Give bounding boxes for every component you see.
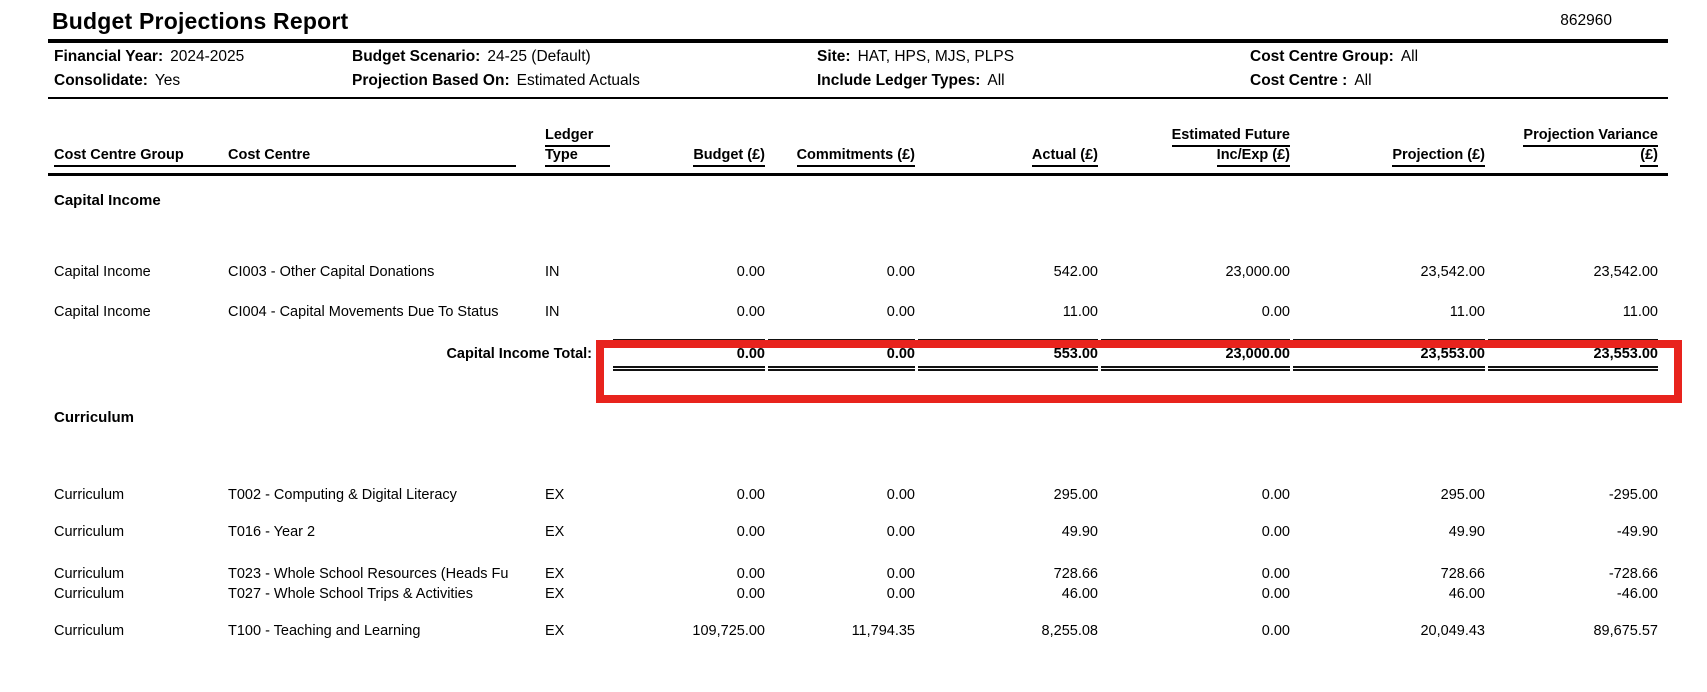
cell-budget: 0.00 bbox=[736, 566, 765, 582]
cell-cost-centre: T002 - Computing & Digital Literacy bbox=[228, 487, 457, 503]
cell-budget: 0.00 bbox=[736, 524, 765, 540]
site-value: HAT, HPS, MJS, PLPS bbox=[857, 48, 1015, 65]
financial-year-value: 2024-2025 bbox=[170, 48, 245, 65]
include-ledger-types-label: Include Ledger Types: bbox=[817, 72, 981, 89]
section-title-capital-income: Capital Income bbox=[54, 192, 161, 209]
financial-year-field bbox=[54, 45, 352, 69]
cell-commitments: 0.00 bbox=[886, 524, 915, 540]
cell-cost-centre: T016 - Year 2 bbox=[228, 524, 316, 540]
cell-projection: 46.00 bbox=[1448, 586, 1485, 602]
budget-scenario-field bbox=[352, 45, 817, 69]
table-header-row bbox=[54, 121, 1707, 167]
cell-actual: 542.00 bbox=[1053, 264, 1098, 280]
total-estimated-future: 23,000.00 bbox=[1101, 339, 1290, 371]
total-actual: 553.00 bbox=[918, 339, 1098, 371]
table-row bbox=[54, 565, 1707, 583]
cell-ledger-type: IN bbox=[545, 304, 560, 320]
report-parameters bbox=[54, 45, 1707, 93]
report-number: 862960 bbox=[1560, 12, 1612, 29]
cell-budget: 0.00 bbox=[736, 304, 765, 320]
cell-budget: 0.00 bbox=[736, 487, 765, 503]
total-budget: 0.00 bbox=[613, 339, 765, 371]
cell-projection: 295.00 bbox=[1440, 487, 1485, 503]
cell-actual: 295.00 bbox=[1053, 487, 1098, 503]
cell-budget: 109,725.00 bbox=[692, 623, 765, 639]
table-header-rule bbox=[48, 173, 1668, 176]
cell-cost-centre-group: Curriculum bbox=[54, 623, 125, 639]
cost-centre-label: Cost Centre : bbox=[1250, 72, 1348, 89]
table-row bbox=[54, 523, 1707, 541]
header-actual bbox=[915, 121, 1098, 167]
cell-estimated-future: 0.00 bbox=[1261, 623, 1290, 639]
cell-cost-centre: T100 - Teaching and Learning bbox=[228, 623, 421, 639]
cell-cost-centre: T027 - Whole School Trips & Activities bbox=[228, 586, 473, 602]
cell-cost-centre: CI004 - Capital Movements Due To Status bbox=[228, 304, 499, 320]
cell-actual: 728.66 bbox=[1053, 566, 1098, 582]
cell-estimated-future: 23,000.00 bbox=[1225, 264, 1290, 280]
cell-commitments: 0.00 bbox=[886, 304, 915, 320]
site-field bbox=[817, 45, 1250, 69]
total-label: Capital Income Total: bbox=[446, 346, 592, 362]
cost-centre-group-field bbox=[1250, 45, 1620, 69]
page-title: Budget Projections Report bbox=[52, 8, 349, 34]
cell-projection-variance: -46.00 bbox=[1616, 586, 1658, 602]
title-rule bbox=[48, 39, 1668, 43]
cost-centre-group-label: Cost Centre Group: bbox=[1250, 48, 1394, 65]
cell-ledger-type: EX bbox=[545, 487, 565, 503]
cell-ledger-type: EX bbox=[545, 566, 565, 582]
consolidate-value: Yes bbox=[154, 72, 181, 89]
header-label: (£) bbox=[1640, 147, 1658, 167]
cost-centre-value: All bbox=[1354, 72, 1372, 89]
cell-estimated-future: 0.00 bbox=[1261, 586, 1290, 602]
consolidate-label: Consolidate: bbox=[54, 72, 148, 89]
cell-estimated-future: 0.00 bbox=[1261, 487, 1290, 503]
table-row bbox=[54, 303, 1707, 321]
cell-ledger-type: EX bbox=[545, 623, 565, 639]
header-label: Inc/Exp (£) bbox=[1217, 147, 1290, 167]
cost-centre-field bbox=[1250, 69, 1620, 93]
header-label: Commitments (£) bbox=[797, 147, 915, 167]
header-label: Type bbox=[545, 147, 610, 167]
cell-cost-centre-group: Curriculum bbox=[54, 586, 125, 602]
cell-commitments: 0.00 bbox=[886, 487, 915, 503]
budget-scenario-label: Budget Scenario: bbox=[352, 48, 481, 65]
cell-cost-centre-group: Curriculum bbox=[54, 487, 125, 503]
cell-projection-variance: -728.66 bbox=[1608, 566, 1658, 582]
total-projection-variance: 23,553.00 bbox=[1488, 339, 1658, 371]
cell-cost-centre-group: Capital Income bbox=[54, 304, 151, 320]
projection-based-on-label: Projection Based On: bbox=[352, 72, 510, 89]
cell-estimated-future: 0.00 bbox=[1261, 524, 1290, 540]
header-ledger-type bbox=[528, 121, 610, 167]
projection-based-on-value: Estimated Actuals bbox=[516, 72, 640, 89]
section-total-row bbox=[54, 339, 1707, 371]
total-commitments: 0.00 bbox=[768, 339, 915, 371]
header-label: Projection (£) bbox=[1392, 147, 1485, 167]
header-label: Budget (£) bbox=[693, 147, 765, 167]
cell-budget: 0.00 bbox=[736, 264, 765, 280]
header-label: Actual (£) bbox=[1032, 147, 1098, 167]
cell-actual: 11.00 bbox=[1062, 304, 1098, 320]
cell-commitments: 0.00 bbox=[886, 586, 915, 602]
cell-ledger-type: EX bbox=[545, 586, 565, 602]
header-budget bbox=[610, 121, 765, 167]
table-row bbox=[54, 263, 1707, 281]
cell-projection-variance: 11.00 bbox=[1622, 304, 1658, 320]
cell-cost-centre: T023 - Whole School Resources (Heads Fu bbox=[228, 566, 509, 582]
header-cost-centre-group bbox=[54, 121, 228, 167]
meta-row-2 bbox=[54, 69, 1707, 93]
projection-based-on-field bbox=[352, 69, 817, 93]
cell-projection-variance: -295.00 bbox=[1608, 487, 1658, 503]
cell-estimated-future: 0.00 bbox=[1261, 304, 1290, 320]
cell-actual: 49.90 bbox=[1061, 524, 1098, 540]
cell-actual: 8,255.08 bbox=[1041, 623, 1098, 639]
header-label: Cost Centre Group bbox=[54, 147, 228, 167]
consolidate-field bbox=[54, 69, 352, 93]
meta-rule bbox=[48, 97, 1668, 99]
header-estimated-future bbox=[1098, 121, 1290, 167]
include-ledger-types-field bbox=[817, 69, 1250, 93]
budget-scenario-value: 24-25 (Default) bbox=[487, 48, 591, 65]
financial-year-label: Financial Year: bbox=[54, 48, 164, 65]
table-row bbox=[54, 622, 1707, 640]
header-label: Projection Variance bbox=[1523, 127, 1658, 147]
include-ledger-types-value: All bbox=[987, 72, 1005, 89]
total-projection: 23,553.00 bbox=[1293, 339, 1485, 371]
header-projection bbox=[1290, 121, 1485, 167]
cell-projection-variance: 23,542.00 bbox=[1593, 264, 1658, 280]
cell-cost-centre-group: Curriculum bbox=[54, 524, 125, 540]
cell-actual: 46.00 bbox=[1061, 586, 1098, 602]
cell-commitments: 11,794.35 bbox=[851, 623, 915, 639]
cell-projection-variance: -49.90 bbox=[1616, 524, 1658, 540]
section-title-curriculum: Curriculum bbox=[54, 409, 135, 426]
cost-centre-group-value: All bbox=[1400, 48, 1419, 65]
cell-estimated-future: 0.00 bbox=[1261, 566, 1290, 582]
cell-projection: 728.66 bbox=[1440, 566, 1485, 582]
cell-ledger-type: EX bbox=[545, 524, 565, 540]
meta-row-1 bbox=[54, 45, 1707, 69]
header-label: Ledger bbox=[545, 127, 610, 147]
header-projection-variance bbox=[1485, 121, 1658, 167]
cell-projection: 20,049.43 bbox=[1420, 623, 1485, 639]
cell-commitments: 0.00 bbox=[886, 566, 915, 582]
cell-ledger-type: IN bbox=[545, 264, 560, 280]
table-row bbox=[54, 486, 1707, 504]
cell-commitments: 0.00 bbox=[886, 264, 915, 280]
header-label: Cost Centre bbox=[228, 147, 516, 167]
cell-projection: 23,542.00 bbox=[1420, 264, 1485, 280]
header-label: Estimated Future bbox=[1172, 127, 1290, 147]
cell-projection: 49.90 bbox=[1448, 524, 1485, 540]
cell-cost-centre: CI003 - Other Capital Donations bbox=[228, 264, 435, 280]
cell-cost-centre-group: Curriculum bbox=[54, 566, 125, 582]
header-cost-centre bbox=[228, 121, 528, 167]
cell-cost-centre-group: Capital Income bbox=[54, 264, 151, 280]
cell-projection: 11.00 bbox=[1449, 304, 1485, 320]
cell-budget: 0.00 bbox=[736, 586, 765, 602]
site-label: Site: bbox=[817, 48, 851, 65]
table-row bbox=[54, 585, 1707, 603]
header-commitments bbox=[765, 121, 915, 167]
cell-projection-variance: 89,675.57 bbox=[1593, 623, 1658, 639]
